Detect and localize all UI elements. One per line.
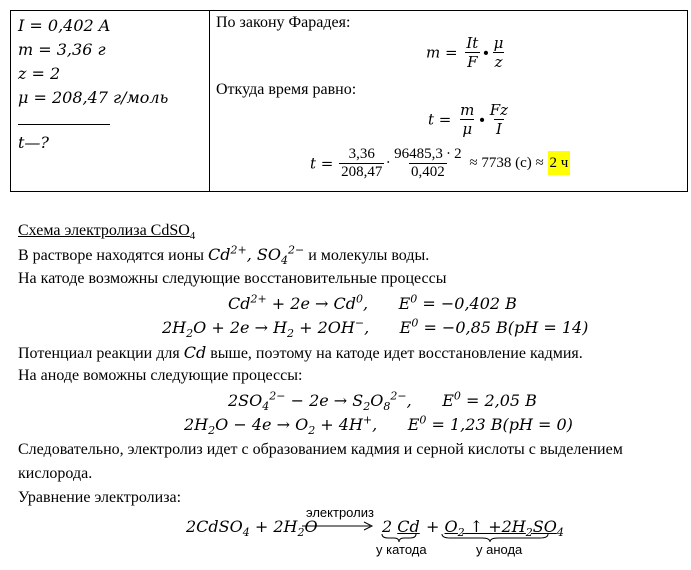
equation-title: Уравнение электролиза: [18,489,182,506]
sulfate-potential: = 2,05 В [465,391,537,410]
at-cathode-label: у катода [376,542,427,557]
reaction-arrow [302,521,374,531]
conclusion-line-2: кислорода. [18,465,93,482]
product-anode: + $O_2$ ↑ $+2H_2SO_4$ [426,517,564,540]
given-find: t—? [18,133,50,152]
anode-eq-sulfate: $2SO_4^{2-} - 2e \to S_2O_8^{2-}$, $E^0 = 2,05$ В [228,389,537,414]
electrolysis-label: электролиз [306,505,374,520]
ions-line: В растворе находятся ионы $Cd^{2+}$, $SO_4^{2-}$ и молекулы воды. [18,243,430,268]
cathode-intro: На катоде возможны следующие восстановительные процессы [18,270,447,287]
anode-eq-water: $2H_2O - 4e \to O_2 + 4H^+$, $E^0 = 1,23$ В(pH = 0) [184,413,573,438]
ions-text: В растворе находятся ионы [18,247,205,264]
given-z: z = 2 [18,64,61,83]
anode-intro: На аноде воможны следующие процессы: [18,367,303,384]
calc-mass: 3,36 [348,146,375,162]
time-formula: t = $\frac{m}{\mu}$ ∙ $\frac{Fz}{I}$ [428,101,509,138]
scheme-title: Схема электролиза CdSO$_4$ [18,222,196,243]
faraday-title: По закону Фарадея: [216,14,351,31]
water-cathode-potential: = −0,85 В(pH = 14) [423,318,589,337]
cathode-eq-water: $2H_2O + 2e \to H_2 + 2OH^-$, $E^0 = -0,85$ В(pH = 14) [162,316,589,341]
equation-reactants: 2CdSO$_4$ + $2H_2O$ [186,517,318,540]
time-calculation: t = $\frac{3,36}{208,47}$ ∙ $\frac{96485,3 \cdot 2}{0,402}$ ≈ 7738 (c) ≈ 2 ч [310,146,569,180]
faraday-formula: m = $\frac{It}{F}$ ∙ $\frac{\mu}{z}$ [426,34,504,71]
cathode-eq-cd: $Cd^{2+} + 2e \to Cd^0$, $E^0 = -0,402$ В [228,292,517,313]
answer-highlight: 2 ч [548,151,571,175]
water-anode-potential: = 1,23 В(pH = 0) [431,415,573,434]
table-divider [209,11,210,191]
calc-molar-mass: 208,47 [341,164,383,180]
calc-denominator: 0,402 [411,164,445,180]
time-title: Откуда время равно: [216,81,357,98]
ions-text-end: и молекулы воды. [308,247,430,264]
given-molar-mass: μ = 208,47 г/моль [18,88,169,107]
given-current: I = 0,402 A [18,16,111,35]
cd-potential: = −0,402 В [422,294,517,313]
conclusion-line-1: Следовательно, электролиз идет с образованием кадмия и серной кислоты с выделением [18,441,623,458]
at-anode-label: у анода [476,542,523,557]
cathode-conclusion: Потенциал реакции для Cd выше, поэтому на катоде идет восстановление кадмия. [18,343,583,362]
given-separator [18,124,110,125]
calc-numerator: 96485,3 ∙ 2 [394,146,462,162]
calc-seconds: ≈ 7738 (c) ≈ [469,155,544,171]
product-cadmium: 2 Cd [382,517,420,536]
given-mass: m = 3,36 г [18,40,106,59]
